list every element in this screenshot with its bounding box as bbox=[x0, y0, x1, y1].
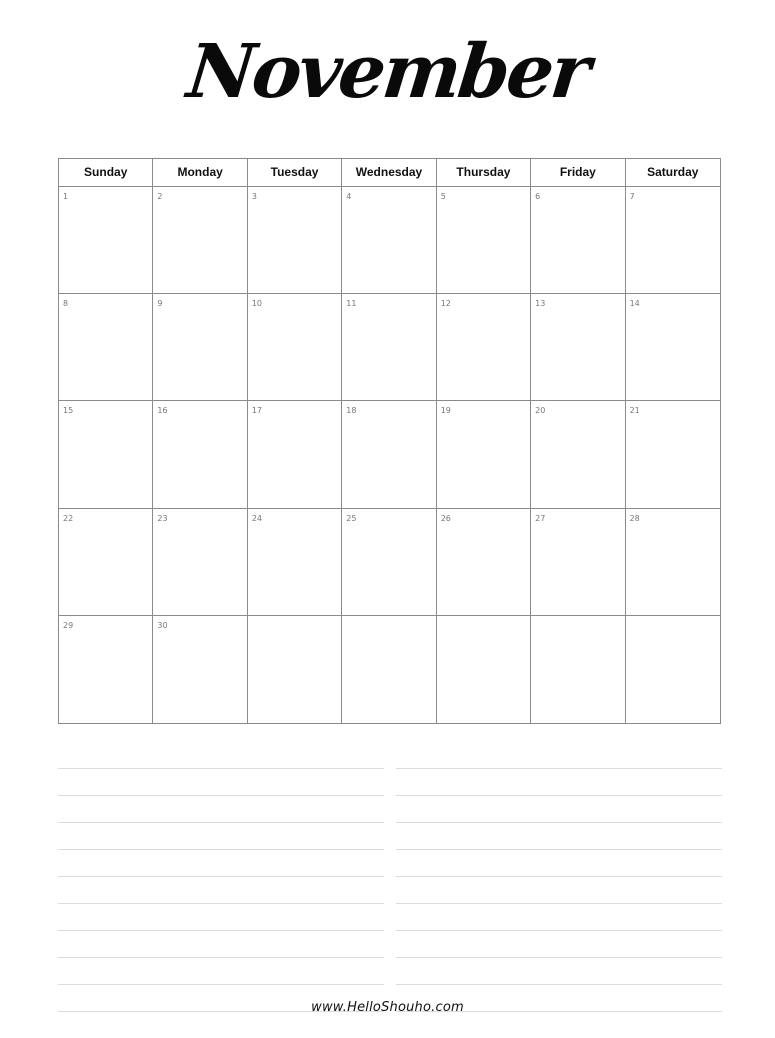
day-cell bbox=[342, 294, 436, 401]
weekday-saturday: Saturday bbox=[647, 165, 699, 179]
note-line bbox=[396, 984, 722, 985]
day-cell bbox=[153, 616, 247, 723]
day-cell bbox=[437, 509, 531, 616]
day-cell bbox=[437, 187, 531, 294]
day-cell bbox=[248, 616, 342, 723]
note-line bbox=[58, 822, 384, 823]
weekday-wednesday: Wednesday bbox=[342, 159, 436, 186]
day-cell bbox=[626, 401, 720, 508]
note-line bbox=[58, 768, 384, 769]
notes-lines-left bbox=[58, 768, 384, 1038]
footer-website: www.HelloShouho.com bbox=[311, 1000, 464, 1015]
note-line bbox=[58, 849, 384, 850]
day-cell bbox=[153, 187, 247, 294]
day-number: 1 bbox=[63, 192, 69, 201]
day-number: 25 bbox=[346, 513, 357, 523]
note-line bbox=[58, 903, 384, 904]
note-line bbox=[58, 876, 384, 877]
day-cell bbox=[626, 509, 720, 616]
day-cell bbox=[153, 401, 247, 508]
day-number: 20 bbox=[535, 406, 546, 416]
day-cell bbox=[248, 294, 342, 401]
day-cell bbox=[626, 187, 720, 294]
day-number: 16 bbox=[157, 406, 168, 416]
note-line bbox=[58, 795, 384, 796]
day-number: 2 bbox=[157, 192, 163, 201]
day-cell bbox=[59, 401, 153, 508]
note-line bbox=[58, 930, 384, 931]
weekday-tuesday: Tuesday bbox=[248, 159, 342, 186]
day-cell bbox=[59, 187, 153, 294]
day-number: 13 bbox=[535, 299, 546, 309]
calendar-grid bbox=[58, 158, 721, 724]
notes-lines-right bbox=[396, 768, 722, 1038]
day-cell bbox=[531, 401, 625, 508]
day-number: 26 bbox=[440, 513, 451, 523]
day-number: 29 bbox=[63, 620, 74, 630]
day-cell bbox=[59, 294, 153, 401]
day-cell bbox=[626, 616, 720, 723]
day-number: 27 bbox=[535, 513, 546, 523]
day-cell bbox=[626, 294, 720, 401]
day-number: 18 bbox=[346, 406, 357, 416]
day-cell bbox=[531, 616, 625, 723]
note-line bbox=[58, 984, 384, 985]
day-cell bbox=[248, 401, 342, 508]
day-cell bbox=[59, 616, 153, 723]
note-line bbox=[396, 957, 722, 958]
day-number: 9 bbox=[157, 299, 163, 309]
day-number: 12 bbox=[440, 299, 451, 309]
day-cell bbox=[342, 401, 436, 508]
day-number: 6 bbox=[535, 192, 541, 201]
note-line bbox=[396, 930, 722, 931]
weekday-thursday: Thursday bbox=[437, 159, 531, 186]
day-number: 14 bbox=[629, 299, 640, 309]
weekday-header bbox=[59, 159, 720, 187]
day-number: 24 bbox=[251, 513, 263, 523]
day-number: 30 bbox=[157, 620, 168, 630]
weekday-monday: Monday bbox=[153, 159, 247, 186]
day-cell bbox=[342, 616, 436, 723]
month-title: November bbox=[183, 29, 592, 115]
day-number: 7 bbox=[629, 192, 635, 201]
day-cell bbox=[531, 187, 625, 294]
day-number: 22 bbox=[63, 513, 74, 523]
day-number: 21 bbox=[629, 406, 640, 416]
day-number: 17 bbox=[251, 406, 263, 416]
day-cell bbox=[437, 401, 531, 508]
day-number: 10 bbox=[251, 299, 263, 309]
day-cell bbox=[531, 509, 625, 616]
day-number: 23 bbox=[157, 513, 168, 523]
weekday-friday: Friday bbox=[531, 159, 625, 186]
day-number: 28 bbox=[629, 513, 640, 523]
note-line bbox=[396, 822, 722, 823]
day-number: 19 bbox=[440, 406, 451, 416]
note-line bbox=[396, 849, 722, 850]
day-cell bbox=[248, 509, 342, 616]
day-number: 8 bbox=[63, 299, 69, 309]
weekday-sunday: Sunday bbox=[59, 159, 153, 186]
day-number: 4 bbox=[346, 192, 352, 201]
day-cell bbox=[342, 187, 436, 294]
day-cell bbox=[437, 616, 531, 723]
day-cell bbox=[59, 509, 153, 616]
day-number: 5 bbox=[440, 192, 446, 201]
day-cell bbox=[437, 294, 531, 401]
calendar-body bbox=[59, 187, 720, 723]
day-number: 15 bbox=[63, 406, 74, 416]
day-cell bbox=[153, 294, 247, 401]
day-cell bbox=[248, 187, 342, 294]
note-line bbox=[396, 768, 722, 769]
note-line bbox=[58, 957, 384, 958]
note-line bbox=[396, 903, 722, 904]
day-number: 3 bbox=[251, 192, 257, 201]
day-cell bbox=[342, 509, 436, 616]
note-line bbox=[396, 876, 722, 877]
day-cell bbox=[531, 294, 625, 401]
note-line bbox=[396, 795, 722, 796]
day-cell bbox=[153, 509, 247, 616]
day-number: 11 bbox=[346, 299, 357, 309]
